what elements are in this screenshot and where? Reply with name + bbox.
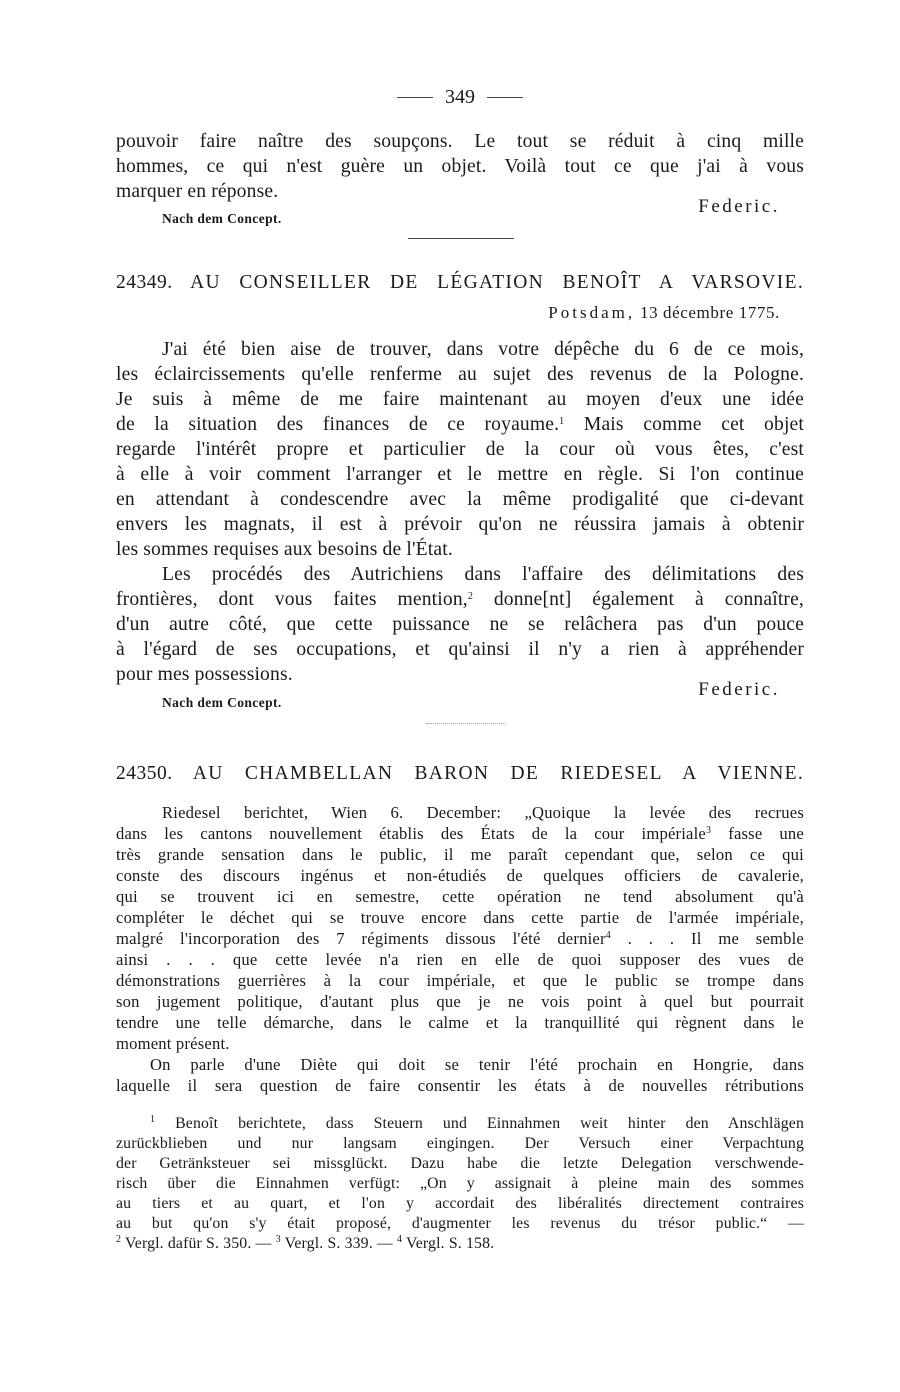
footnote-marker: 1 [150, 1114, 156, 1125]
text-line: pouvoir faire naître des soupçons. Le tout se réduit à cinq mille [116, 131, 804, 152]
text-fragment: malgré l'incorporation des 7 régiments dissous l'été dernier [116, 929, 606, 948]
text-line: à l'égard de ses occupations, et qu'ainsi il n'y a rien à appréhender [116, 639, 804, 660]
dateline [548, 303, 780, 323]
letter-number: 24350. [116, 763, 173, 784]
text-line [116, 414, 804, 436]
footnote-ref: 3 [706, 825, 712, 836]
letter-title: AU CHAMBELLAN BARON DE RIEDESEL A VIENNE. [192, 763, 805, 784]
text-line: les éclaircissements qu'elle renferme au sujet des revenus de la Pologne. [116, 364, 804, 385]
text-line: très grande sensation dans le public, il me paraît cependant que, selon ce qui [116, 845, 804, 864]
text-fragment: fasse une [728, 824, 804, 843]
text-line: à elle à voir comment l'arranger et le mettre en règle. Si l'on continue [116, 464, 804, 485]
text-line: envers les magnats, il est à prévoir qu'on ne réussira jamais à obtenir [116, 514, 804, 535]
source-note: Nach dem Concept. [162, 211, 282, 226]
letter-number: 24349. [116, 272, 173, 293]
text-line: les sommes requises aux besoins de l'État. [116, 539, 453, 560]
text-fragment: Benoît berichtete, dass Steuern und Einnahmen weit hinter den Anschlägen [175, 1115, 804, 1132]
text-line: pour mes possessions. [116, 664, 293, 685]
letter-title: AU CONSEILLER DE LÉGATION BENOÎT A VARSOVIE. [190, 272, 804, 293]
section-divider [426, 723, 506, 724]
footnote-marker: 2 [116, 1234, 122, 1245]
footnote-ref: 1 [559, 416, 565, 427]
text-line: Les procédés des Autrichiens dans l'affaire des délimitations des [162, 564, 804, 585]
text-line: Riedesel berichtet, Wien 6. December: „Quoique la levée des recrues [162, 803, 804, 822]
text-fragment: . . . Il me semble [627, 929, 804, 948]
text-line: conste des discours ingénus et non-étudiés de quelques officiers de cavalerie, [116, 866, 804, 885]
text-fragment: Vergl. S. 158. [405, 1235, 495, 1252]
footnote-line: au but qu'on s'y était proposé, d'augmenter les revenus du trésor public.“ — [116, 1215, 804, 1232]
text-line [116, 589, 804, 611]
text-fragment: de la situation des finances de ce royaume. [116, 414, 560, 435]
letter-heading [116, 272, 804, 294]
text-fragment: Mais comme cet objet [583, 414, 804, 435]
header-rule-right [487, 97, 523, 98]
text-line: Je suis à même de me faire maintenant au moyen d'eux une idée [116, 389, 804, 410]
text-line: d'un autre côté, que cette puissance ne se relâchera pas d'un pouce [116, 614, 804, 635]
text-line: regarde l'intérêt propre et particulier de la cour où vous êtes, c'est [116, 439, 804, 460]
text-line: On parle d'une Diète qui doit se tenir l'été prochain en Hongrie, dans [150, 1055, 804, 1074]
text-line: démonstrations guerrières à la cour impériale, et que le public se trompe dans [116, 971, 804, 990]
header-rule-left [397, 97, 433, 98]
footnote-marker: 3 [275, 1234, 281, 1245]
section-divider [408, 238, 514, 239]
footnote-line: risch über die Einnahmen verfügt: „On y assignait à pleine main des sommes [116, 1175, 804, 1192]
footnote-marker: 4 [396, 1234, 403, 1245]
text-fragment: Vergl. S. 339. — [284, 1235, 393, 1252]
text-fragment: Vergl. dafür S. 350. — [124, 1235, 272, 1252]
text-line [116, 929, 804, 949]
text-line: marquer en réponse. [116, 181, 279, 202]
text-line: compléter le déchet qui se trouve encore dans cette partie de l'armée impériale, [116, 908, 804, 927]
signature: Federic. [698, 679, 780, 700]
text-line: qui se trouvent ici en semestre, cette opération ne tend absolument qu'à [116, 887, 804, 906]
footnote-ref: 4 [605, 930, 611, 941]
text-line: son jugement politique, d'autant plus que je ne vois point à quel but pourrait [116, 992, 804, 1011]
text-fragment: dans les cantons nouvellement établis des États de la cour impériale [116, 824, 706, 843]
text-fragment: donne[nt] également à connaître, [493, 589, 804, 610]
dateline-date: 13 décembre 1775. [639, 303, 780, 322]
page-header [116, 86, 804, 112]
footnote-line [116, 1115, 804, 1133]
source-note: Nach dem Concept. [162, 695, 282, 710]
text-line [116, 824, 804, 844]
page-number: 349 [445, 86, 475, 108]
footnote-line: der Getränksteuer sei missglückt. Dazu habe die letzte Delegation verschwende- [116, 1155, 804, 1172]
text-line: ainsi . . . que cette levée n'a rien en elle de quoi supposer des vues de [116, 950, 804, 969]
text-line: laquelle il sera question de faire consentir les états à de nouvelles rétributions [116, 1076, 804, 1095]
footnote-ref: 2 [467, 591, 473, 602]
text-fragment: frontières, dont vous faites mention, [116, 589, 468, 610]
text-line: moment présent. [116, 1034, 230, 1053]
text-line: hommes, ce qui n'est guère un objet. Voilà tout ce que j'ai à vous [116, 156, 804, 177]
signature: Federic. [698, 196, 780, 217]
footnote-line: au tiers et au quart, et l'on y accordait des libéralités directement contraires [116, 1195, 804, 1212]
text-line: J'ai été bien aise de trouver, dans votre dépêche du 6 de ce mois, [162, 339, 804, 360]
text-line: en attendant à condescendre avec la même prodigalité que ci-devant [116, 489, 804, 510]
letter-heading [116, 763, 804, 785]
footnote-line [116, 1235, 804, 1253]
text-line: tendre une telle démarche, dans le calme et la tranquillité qui règnent dans le [116, 1013, 804, 1032]
footnote-line: zurückblieben und nur langsam eingingen. Der Versuch einer Verpachtung [116, 1135, 804, 1152]
dateline-place: Potsdam, [548, 303, 636, 322]
